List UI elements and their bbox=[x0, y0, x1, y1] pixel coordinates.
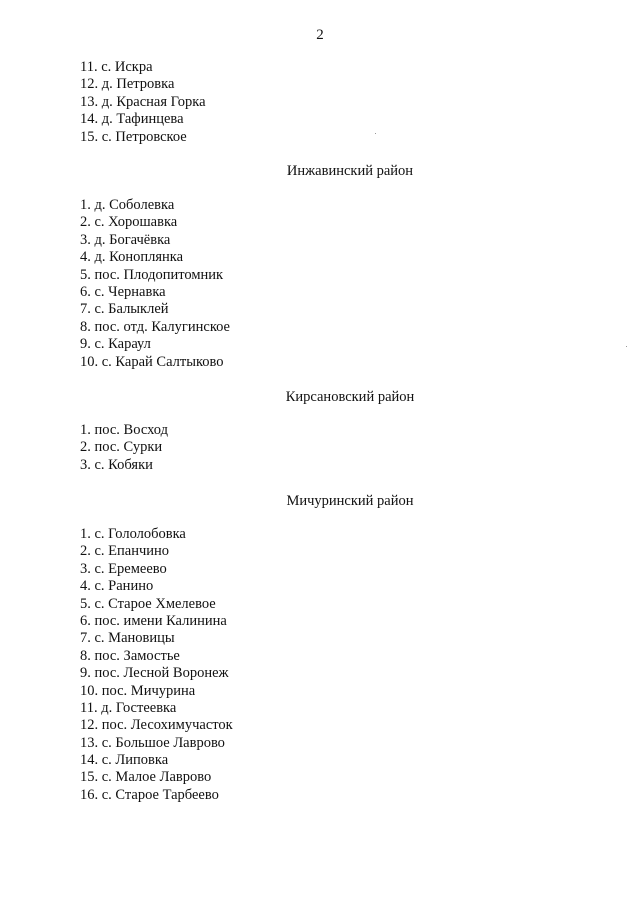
list-item: 6. пос. имени Калинина bbox=[80, 612, 227, 629]
list-item: 16. с. Старое Тарбеево bbox=[80, 786, 219, 803]
list-item: 9. с. Караул bbox=[80, 336, 151, 353]
page-number: 2 bbox=[316, 27, 324, 43]
list-item: 11. с. Искра bbox=[80, 59, 153, 75]
scan-speck bbox=[375, 133, 376, 134]
list-item: 10. пос. Мичурина bbox=[80, 682, 196, 699]
list-item: 2. с. Хорошавка bbox=[80, 214, 178, 231]
list-item: 1. пос. Восход bbox=[80, 422, 168, 438]
list-item: 7. с. Балыклей bbox=[80, 301, 169, 318]
list-item: 14. д. Тафинцева bbox=[80, 111, 184, 128]
list-item: 12. пос. Лесохимучасток bbox=[80, 717, 233, 734]
list-item: 3. д. Богачёвка bbox=[80, 231, 171, 248]
district-heading-kirsanovsky: Кирсановский район bbox=[285, 389, 415, 405]
list-item: 3. с. Кобяки bbox=[80, 456, 153, 473]
list-item: 15. с. Малое Лаврово bbox=[80, 769, 212, 786]
list-item: 9. пос. Лесной Воронеж bbox=[80, 665, 229, 682]
list-item: 5. пос. Плодопитомник bbox=[80, 266, 224, 283]
list-item: 3. с. Еремеево bbox=[80, 560, 167, 577]
list-item: 1. д. Соболевка bbox=[80, 197, 175, 213]
continued-settlement-list bbox=[80, 59, 206, 146]
district-heading-michurinsky: Мичуринский район bbox=[286, 493, 414, 509]
list-item: 8. пос. Замостье bbox=[80, 647, 180, 664]
list-item: 13. д. Красная Горка bbox=[80, 93, 206, 110]
district-heading-inzhavinsky: Инжавинский район bbox=[286, 163, 414, 179]
list-item: 5. с. Старое Хмелевое bbox=[80, 595, 216, 612]
list-item: 10. с. Карай Салтыково bbox=[80, 353, 224, 370]
district-list-michurinsky bbox=[80, 526, 233, 804]
scan-speck bbox=[626, 346, 627, 347]
list-item: 2. пос. Сурки bbox=[80, 439, 163, 456]
list-item: 12. д. Петровка bbox=[80, 76, 175, 93]
list-item: 1. с. Гололобовка bbox=[80, 526, 186, 542]
list-item: 11. д. Гостеевка bbox=[80, 699, 177, 716]
list-item: 14. с. Липовка bbox=[80, 752, 169, 769]
list-item: 2. с. Епанчино bbox=[80, 543, 170, 560]
list-item: 4. д. Коноплянка bbox=[80, 249, 184, 266]
district-list-inzhavinsky bbox=[80, 197, 230, 371]
list-item: 8. пос. отд. Калугинское bbox=[80, 318, 230, 335]
district-list-kirsanovsky bbox=[80, 422, 168, 474]
list-item: 6. с. Чернавка bbox=[80, 283, 166, 300]
list-item: 7. с. Мановицы bbox=[80, 630, 175, 647]
list-item: 4. с. Ранино bbox=[80, 578, 154, 595]
list-item: 13. с. Большое Лаврово bbox=[80, 734, 225, 751]
list-item: 15. с. Петровское bbox=[80, 128, 187, 145]
